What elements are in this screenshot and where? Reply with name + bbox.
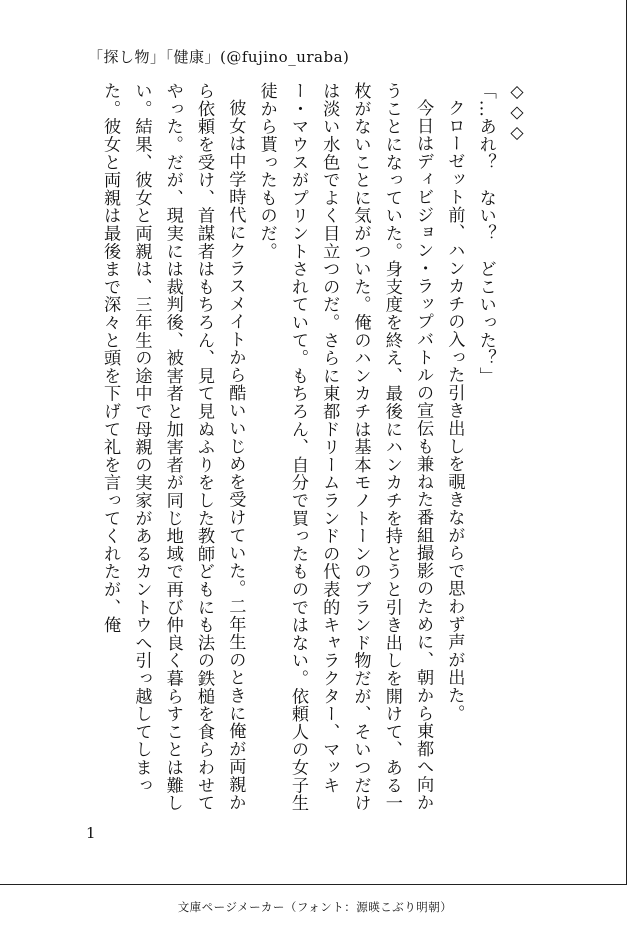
dialogue-line: 「…あれ？ ない？ どこいった？」 [475, 82, 496, 385]
footer-credit: 文庫ページメーカー（フォント：源暎こぶり明朝） [177, 900, 453, 914]
section-divider: ◇◇◇ [507, 82, 527, 144]
paragraph: クローゼット前、ハンカチの入った引き出しを覗きながらで思わず声が出た。 [444, 99, 465, 723]
page-number: 1 [86, 824, 96, 842]
paragraph: 今日はディビジョン・ラップバトルの宣伝も兼ねた番組撮影のために、朝から東都へ向かうことになっていた。身支度を終え、最後にハンカチを持とうと引き出しを開けて、ある一枚がないことに気がついた。俺のハンカチは基本モノトーンのブランド物だが、そいつだけは淡い水色でよく目立つのだ。さらに東都ドリームランドの代表的キャラクター、マッキー・マウスがプリントされていて。もちろん、自分で買ったものではない。依頼人の女子生徒から貰ったものだ。 [256, 82, 434, 812]
header-tags: 「探し物」「健康」(@fujino_uraba) [88, 48, 350, 66]
paragraph: 彼女は中学時代にクラスメイトから酷いいじめを受けていた。二年生のときに俺が両親から依頼を受け、首謀者はもちろん、見て見ぬふりをした教師どもにも法の鉄槌を食らわせてやった。だが、現実には裁判後、被害者と加害者が同じ地域で再び仲良く暮らすことは難しい。結果、彼女と両親は、三年生の途中で母親の実家があるカントウへ引っ越してしまった。彼女と両親は最後まで深々と頭を下げて礼を言ってくれたが、俺 [100, 82, 246, 812]
body-text [94, 82, 532, 822]
